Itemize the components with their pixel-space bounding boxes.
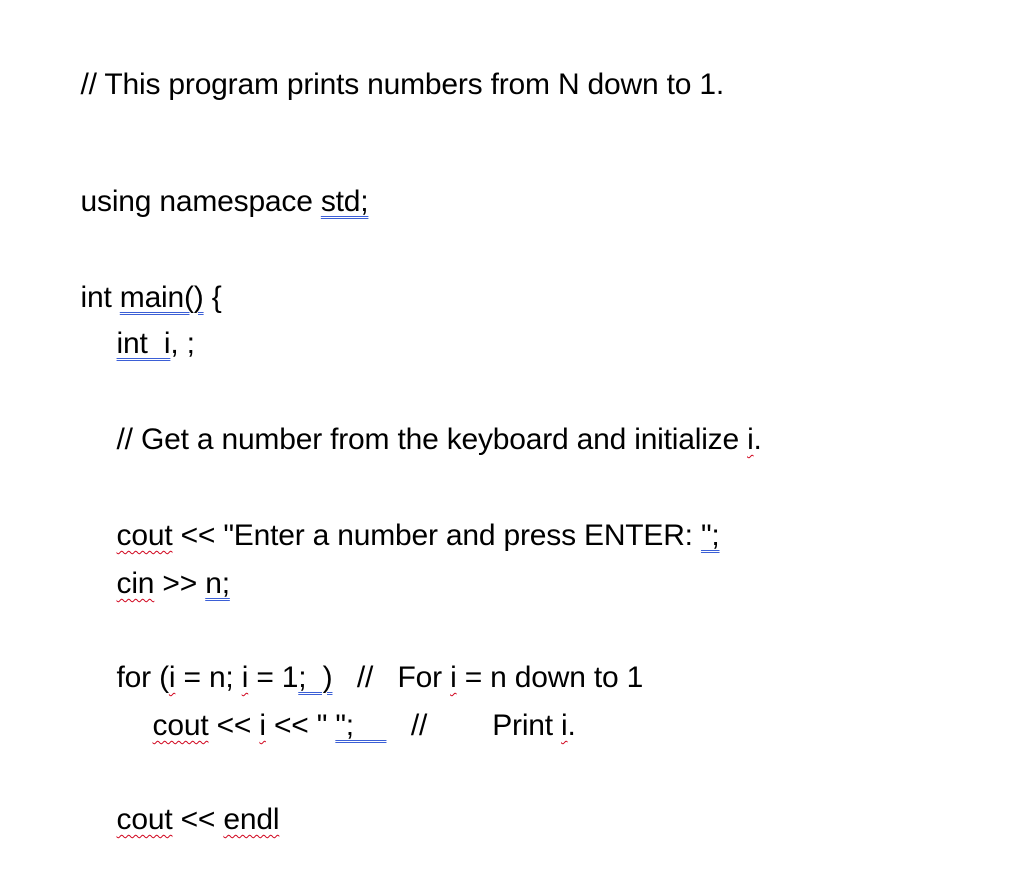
code-text: <<	[208, 709, 260, 742]
code-text: int	[80, 281, 120, 314]
code-text: <<	[172, 803, 224, 836]
code-text: {	[203, 281, 222, 314]
code-text: for (	[116, 661, 169, 694]
spell-flagged-word[interactable]: i	[450, 661, 457, 694]
code-text: = n;	[175, 661, 242, 694]
spell-flagged-word[interactable]: cout	[116, 803, 173, 836]
spell-flagged-word[interactable]: cout	[116, 519, 173, 552]
comment-text: // Get a number from the keyboard and initialize	[116, 423, 748, 456]
spell-flagged-word[interactable]: cin	[116, 567, 155, 600]
spell-flagged-word[interactable]: endl	[223, 803, 280, 836]
grammar-flagged-word[interactable]: main()	[119, 281, 204, 314]
comment-header	[48, 31, 724, 139]
cout-endl-line	[84, 766, 279, 874]
cin-line	[84, 530, 230, 638]
comment-text: .	[567, 709, 576, 742]
grammar-flagged-word[interactable]: std;	[320, 185, 369, 218]
code-text: >>	[154, 567, 206, 600]
spell-flagged-word[interactable]: i	[259, 709, 266, 742]
spell-flagged-word[interactable]: i	[747, 423, 754, 456]
code-text: << "	[265, 709, 336, 742]
comment-get-number	[84, 386, 762, 494]
grammar-flagged-word[interactable]: ";	[700, 519, 720, 552]
comment-text: // This program prints numbers from N down to 1.	[80, 68, 724, 101]
using-namespace-line	[48, 148, 368, 256]
declaration-line	[84, 290, 195, 398]
grammar-flagged-word[interactable]: int i	[116, 327, 171, 360]
grammar-flagged-word[interactable]: n;	[205, 567, 230, 600]
grammar-flagged-word[interactable]: ";	[335, 709, 387, 742]
spell-flagged-word[interactable]: i	[561, 709, 568, 742]
comment-text: .	[753, 423, 762, 456]
cout-loop-line	[120, 672, 576, 780]
code-text: = 1	[248, 661, 299, 694]
comment-text: // Print	[386, 709, 562, 742]
comment-text: // For	[332, 661, 451, 694]
code-text: << "Enter a number and press ENTER:	[172, 519, 701, 552]
grammar-flagged-word[interactable]: ; )	[298, 661, 333, 694]
spell-flagged-word[interactable]: cout	[152, 709, 209, 742]
spell-flagged-word[interactable]: i	[241, 661, 249, 694]
code-text: using namespace	[80, 185, 321, 218]
spell-flagged-word[interactable]: i	[168, 661, 176, 694]
code-text: , ;	[170, 327, 195, 360]
comment-text: = n down to 1	[456, 661, 644, 694]
